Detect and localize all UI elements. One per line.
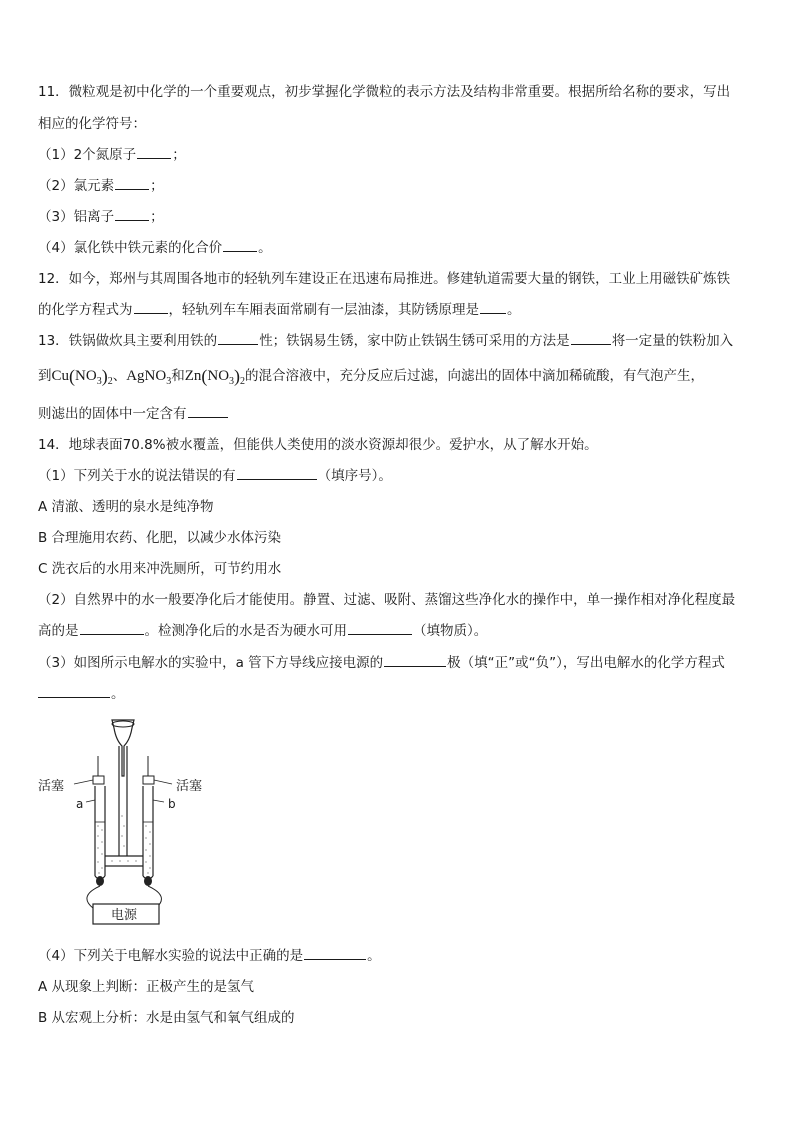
q11-stem-line1: 11．微粒观是初中化学的一个重要观点，初步掌握化学微粒的表示方法及结构非常重要。根据所给名称的要求，写出 xyxy=(38,84,731,100)
tube-a-label: a xyxy=(76,797,84,811)
q11-item-1 xyxy=(38,145,186,165)
q14-option-c: C 洗衣后的水用来冲洗厕所，可节约用水 xyxy=(38,561,282,577)
q13-and: 和 xyxy=(171,368,185,384)
reservoir-funnel xyxy=(112,720,134,776)
electrolysis-apparatus-diagram xyxy=(38,716,228,926)
answer-blank[interactable] xyxy=(218,331,258,345)
answer-blank[interactable] xyxy=(115,176,149,190)
q11-item-4 xyxy=(38,238,272,258)
answer-blank[interactable] xyxy=(38,684,110,698)
answer-blank[interactable] xyxy=(384,653,446,667)
answer-blank[interactable] xyxy=(348,621,412,635)
tube-b-label: b xyxy=(168,797,176,811)
q13-text-post: 的混合溶液中，充分反应后过滤，向滤出的固体中滴加稀硫酸，有气泡产生， xyxy=(245,368,705,384)
q14-part1-text: （1）下列关于水的说法错误的有 xyxy=(38,468,236,484)
q12-text-c: 。 xyxy=(507,302,521,318)
q14-part3-end: 。 xyxy=(111,686,125,702)
answer-blank[interactable] xyxy=(80,621,144,635)
power-supply-label: 电源 xyxy=(111,908,138,923)
answer-blank[interactable] xyxy=(223,238,257,252)
q14-part3-text-a: （3）如图所示电解水的实验中，a 管下方导线应接电源的 xyxy=(38,655,384,671)
q14-part4-text: （4）下列关于电解水实验的说法中正确的是 xyxy=(38,948,304,964)
left-valve-label: 活塞 xyxy=(38,779,65,794)
answer-blank[interactable] xyxy=(237,466,317,480)
q11-item-4-text: （4）氯化铁中铁元素的化合价 xyxy=(38,240,223,256)
answer-blank[interactable] xyxy=(480,300,506,314)
q14-stem: 14．地球表面70.8%被水覆盖，但能供人类使用的淡水资源却很少。爱护水，从了解水开始。 xyxy=(38,437,598,453)
q14-part4-end: 。 xyxy=(367,948,381,964)
q14-part3-line1 xyxy=(38,653,725,673)
answer-blank[interactable] xyxy=(134,300,168,314)
q14-part2-line1: （2）自然界中的水一般要净化后才能使用。静置、过滤、吸附、蒸馏这些净化水的操作中，单一操作相对净化程度最 xyxy=(38,592,736,608)
q14-part2-line2 xyxy=(38,621,487,641)
q14-part4 xyxy=(38,946,381,966)
right-valve-label: 活塞 xyxy=(176,779,203,794)
q11-item-3-end: ； xyxy=(150,209,164,225)
q13-text-l3: 则滤出的固体中一定含有 xyxy=(38,406,187,422)
q14-part1-end: （填序号）。 xyxy=(317,468,392,484)
answer-blank[interactable] xyxy=(304,946,366,960)
q11-item-2-text: （2）氯元素 xyxy=(38,178,115,194)
q12-text-a: 的化学方程式为 xyxy=(38,302,133,318)
q13-text-a: 13．铁锅做炊具主要利用铁的 xyxy=(38,333,218,349)
q11-item-2-end: ； xyxy=(150,178,164,194)
q11-stem-line2: 相应的化学符号： xyxy=(38,116,146,132)
q14-part2-text-b: 。检测净化后的水是否为硬水可用 xyxy=(144,623,347,639)
formula-agno3: AgNO$_3$ xyxy=(126,368,172,387)
q14-option-b: B 合理施用农药、化肥，以减少水体污染 xyxy=(38,530,282,546)
q13-text-b: 性；铁锅易生锈，家中防止铁锅生锈可采用的方法是 xyxy=(259,333,570,349)
q13-line2 xyxy=(38,366,704,392)
q11-item-3 xyxy=(38,207,164,227)
answer-blank[interactable] xyxy=(188,404,228,418)
q13-separator: 、 xyxy=(112,368,127,384)
q14-part2-text-a: 高的是 xyxy=(38,623,79,639)
q11-item-3-text: （3）铝离子 xyxy=(38,209,115,225)
q12-line2 xyxy=(38,300,521,320)
q14-part4-option-b: B 从宏观上分析：水是由氢气和氧气组成的 xyxy=(38,1010,295,1026)
q14-part4-option-a: A 从现象上判断：正极产生的是氢气 xyxy=(38,979,255,995)
q11-item-4-end: 。 xyxy=(258,240,272,256)
q14-part1 xyxy=(38,466,392,486)
q12-text-b: ，轻轨列车车厢表面常刷有一层油漆，其防锈原理是 xyxy=(168,302,479,318)
q14-option-a: A 清澈、透明的泉水是纯净物 xyxy=(38,499,214,515)
answer-blank[interactable] xyxy=(571,331,611,345)
q11-item-1-end: ； xyxy=(172,147,186,163)
q12-line1: 12．如今，郑州与其周围各地市的轻轨列车建设正在迅速布局推进。修建轨道需要大量的钢铁，工业上用磁铁矿炼铁 xyxy=(38,271,731,287)
answer-blank[interactable] xyxy=(115,207,149,221)
q13-text-pre: 到 xyxy=(38,368,52,384)
q13-line3 xyxy=(38,404,229,424)
q14-part2-text-c: （填物质）。 xyxy=(413,623,488,639)
answer-blank[interactable] xyxy=(137,145,171,159)
q14-part3-line2 xyxy=(38,684,125,704)
formula-cu-no3-2: $Cu(NO_3)_2$ xyxy=(51,366,113,387)
q11-item-2 xyxy=(38,176,164,196)
q13-text-c: 将一定量的铁粉加入 xyxy=(611,333,734,349)
q11-item-1-text: （1）2个氮原子 xyxy=(38,147,137,163)
q13-line1 xyxy=(38,331,733,351)
formula-zn-no3-2: $Zn(NO_3)_2$ xyxy=(184,366,246,387)
q14-part3-text-b: 极（填“正”或“负”），写出电解水的化学方程式 xyxy=(447,655,725,671)
